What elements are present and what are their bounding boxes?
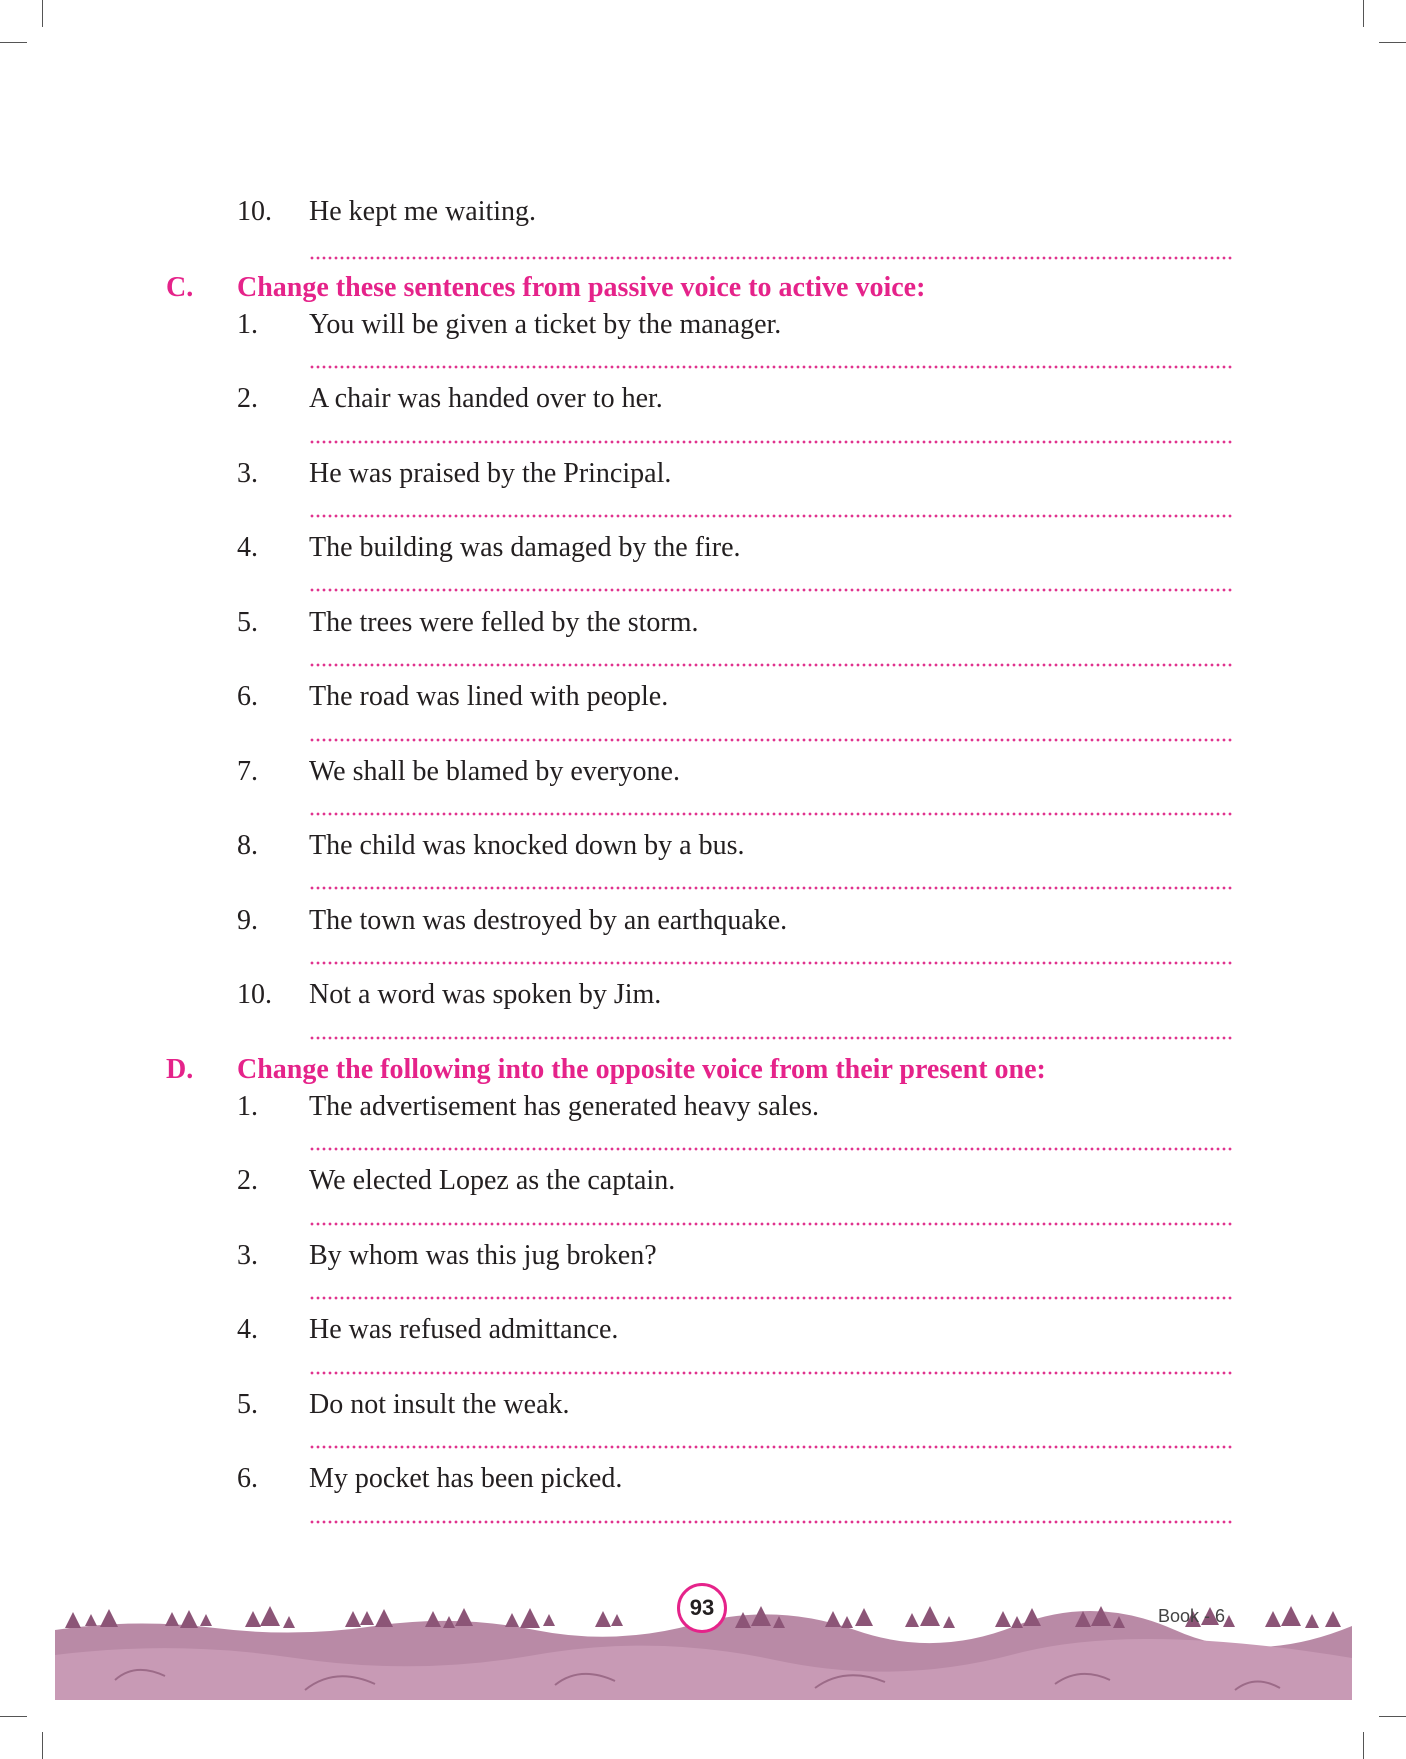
item-number: 8. [237,830,258,861]
answer-line[interactable] [309,1296,1233,1300]
section-title: Change the following into the opposite voice from their present one: [237,1054,1046,1085]
section-letter: C. [166,272,194,303]
item-number: 10. [237,979,272,1010]
answer-line[interactable] [309,256,1233,260]
crop-mark [1363,1732,1364,1759]
item-number: 6. [237,681,258,712]
item-text: A chair was handed over to her. [309,383,663,414]
crop-mark [1363,0,1364,27]
crop-mark [1379,42,1406,43]
item-number: 10. [237,196,272,227]
crop-mark [1379,1716,1406,1717]
answer-line[interactable] [309,1445,1233,1449]
answer-line[interactable] [309,812,1233,816]
answer-line[interactable] [309,1036,1233,1040]
crop-mark [0,42,27,43]
page-number-badge [677,1583,727,1633]
item-text: The road was lined with people. [309,681,669,712]
item-number: 2. [237,1165,258,1196]
answer-line[interactable] [309,1520,1233,1524]
item-text: By whom was this jug broken? [309,1240,657,1271]
item-text: He kept me waiting. [309,196,537,227]
item-text: Do not insult the weak. [309,1389,570,1420]
answer-line[interactable] [309,588,1233,592]
section-title: Change these sentences from passive voice to active voice: [237,272,926,303]
item-text: The town was destroyed by an earthquake. [309,905,788,936]
answer-line[interactable] [309,1222,1233,1226]
item-number: 4. [237,532,258,563]
item-number: 4. [237,1314,258,1345]
item-text: Not a word was spoken by Jim. [309,979,662,1010]
item-text: My pocket has been picked. [309,1463,623,1494]
answer-line[interactable] [309,738,1233,742]
crop-mark [42,0,43,27]
item-text: The child was knocked down by a bus. [309,830,745,861]
item-text: You will be given a ticket by the manager. [309,309,782,340]
item-number: 2. [237,383,258,414]
crop-mark [42,1732,43,1759]
answer-line[interactable] [309,961,1233,965]
crop-mark [0,1716,27,1717]
item-number: 5. [237,607,258,638]
item-number: 6. [237,1463,258,1494]
item-text: The building was damaged by the fire. [309,532,741,563]
item-number: 1. [237,309,258,340]
page-number: 93 [689,1595,715,1620]
answer-line[interactable] [309,365,1233,369]
item-number: 5. [237,1389,258,1420]
item-number: 1. [237,1091,258,1122]
item-number: 3. [237,1240,258,1271]
item-text: The trees were felled by the storm. [309,607,699,638]
answer-line[interactable] [309,886,1233,890]
answer-line[interactable] [309,440,1233,444]
item-text: He was praised by the Principal. [309,458,672,489]
answer-line[interactable] [309,663,1233,667]
book-label: Book - 6 [1158,1606,1226,1626]
item-text: The advertisement has generated heavy sales. [309,1091,820,1122]
item-text: We shall be blamed by everyone. [309,756,680,787]
item-text: We elected Lopez as the captain. [309,1165,676,1196]
item-number: 9. [237,905,258,936]
answer-line[interactable] [309,1371,1233,1375]
answer-line[interactable] [309,514,1233,518]
section-letter: D. [166,1054,194,1085]
item-number: 3. [237,458,258,489]
item-number: 7. [237,756,258,787]
answer-line[interactable] [309,1147,1233,1151]
item-text: He was refused admittance. [309,1314,619,1345]
